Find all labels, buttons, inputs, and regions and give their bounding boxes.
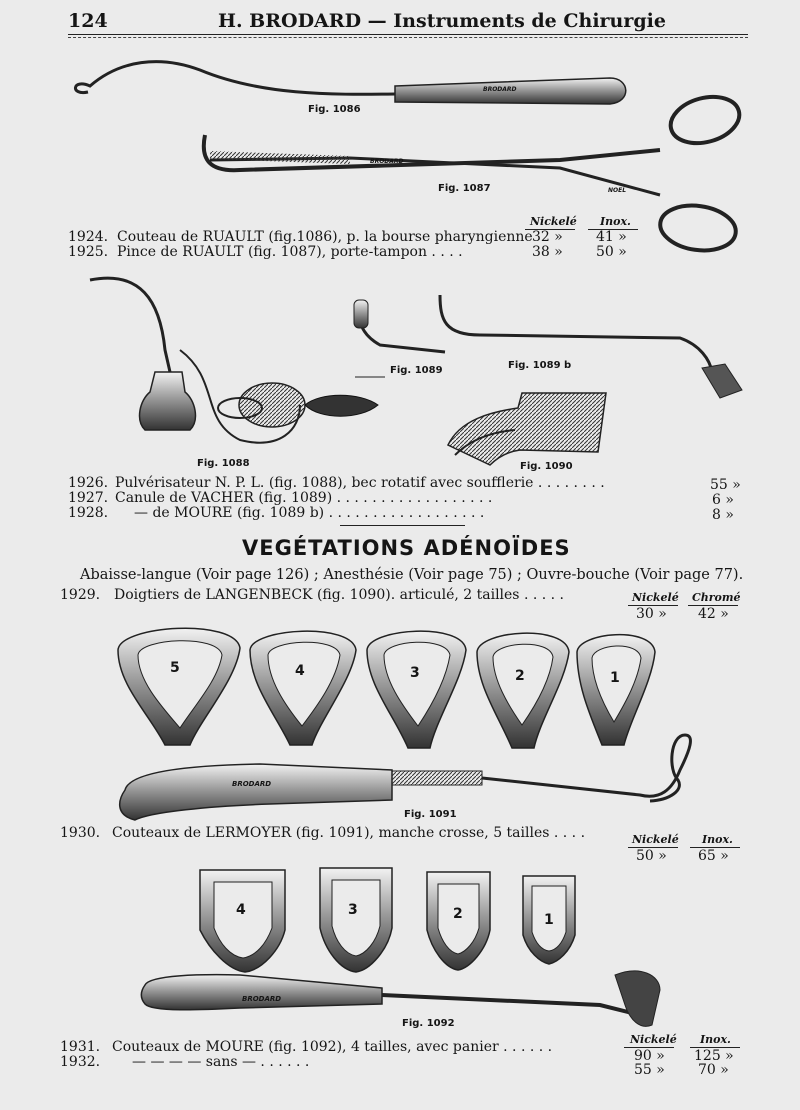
caption-fig-1089b: Fig. 1089 b <box>508 360 572 371</box>
item-text: — de MOURE (fig. 1089 b) . . . . . . . . . . . . . . . . . . <box>134 505 485 521</box>
engraving-brodard-1087: BRODARD <box>370 158 404 165</box>
item-number: 1926. <box>68 475 109 491</box>
col-header-nickele-3: Nickelé <box>632 591 679 604</box>
ring-number-2: 2 <box>515 668 525 684</box>
price-nickele: 50 » <box>636 848 667 864</box>
page-number: 124 <box>68 10 108 32</box>
price-inox: 65 » <box>698 848 729 864</box>
caption-fig-1089: Fig. 1089 <box>390 365 443 376</box>
price: 55 » <box>710 477 741 493</box>
price: 8 » <box>712 507 734 523</box>
col-header-nickele-5: Nickelé <box>630 1033 677 1046</box>
price-inox: 125 » <box>694 1048 734 1064</box>
item-number: 1927. <box>68 490 109 506</box>
price-inox: 70 » <box>698 1062 729 1078</box>
price-inox: 41 » <box>596 229 627 245</box>
item-text: Canule de VACHER (fig. 1089) . . . . . . . . . . . . . . . . . . <box>115 490 493 506</box>
fig-1089b-moure-cannula <box>440 295 742 398</box>
blade-number-3: 3 <box>348 902 358 918</box>
price-nickele: 32 » <box>532 229 563 245</box>
fig-1092-moure-knife <box>141 971 660 1026</box>
fig-1092-blades <box>200 868 575 972</box>
item-text: Couteau de RUAULT (fig.1086), p. la bourse pharyngienne <box>117 229 533 245</box>
engraving-noel-1087: NOEL <box>608 187 627 194</box>
item-text: Pince de RUAULT (fig. 1087), porte-tampon . . . . <box>117 244 463 260</box>
item-text: Doigtiers de LANGENBECK (fig. 1090). articulé, 2 tailles . . . . . <box>114 587 564 603</box>
ring-number-3: 3 <box>410 665 420 681</box>
item-text: Couteaux de MOURE (fig. 1092), 4 tailles, avec panier . . . . . . <box>112 1039 553 1055</box>
fig-1088-sprayer <box>90 278 378 443</box>
col-header-inox-1: Inox. <box>600 215 631 228</box>
fig-1090-rings <box>118 628 655 748</box>
fig-1086-ruault-knife <box>75 62 625 104</box>
price-nickele: 38 » <box>532 244 563 260</box>
ring-number-1: 1 <box>610 670 620 686</box>
col-header-inox-4: Inox. <box>702 833 733 846</box>
page-title: H. BRODARD — Instruments de Chirurgie <box>218 10 666 32</box>
ring-number-5: 5 <box>170 660 180 676</box>
item-text: Couteaux de LERMOYER (fig. 1091), manche crosse, 5 tailles . . . . <box>112 825 586 841</box>
caption-fig-1088: Fig. 1088 <box>197 458 250 469</box>
col-header-chrome-3: Chromé <box>692 591 741 604</box>
price-chrome: 42 » <box>698 606 729 622</box>
engraving-brodard-1091: BRODARD <box>232 780 272 788</box>
col-header-inox-5: Inox. <box>700 1033 731 1046</box>
price-inox: 50 » <box>596 244 627 260</box>
blade-number-1: 1 <box>544 912 554 928</box>
fig-1091-lermoyer-knife <box>120 735 691 820</box>
caption-fig-1091: Fig. 1091 <box>404 809 457 820</box>
col-header-nickele-4: Nickelé <box>632 833 679 846</box>
item-number: 1930. <box>60 825 101 841</box>
price: 6 » <box>712 492 734 508</box>
engraving-brodard-1086: BRODARD <box>483 86 517 93</box>
fig-1090-finger-guard <box>448 393 606 465</box>
price-nickele: 30 » <box>636 606 667 622</box>
col-header-nickele-1: Nickelé <box>530 215 577 228</box>
caption-fig-1086: Fig. 1086 <box>308 104 361 115</box>
item-number: 1925. <box>68 244 109 260</box>
item-text: Pulvérisateur N. P. L. (fig. 1088), bec rotatif avec soufflerie . . . . . . . . <box>115 475 605 491</box>
blade-number-2: 2 <box>453 906 463 922</box>
section-subtitle: Abaisse-langue (Voir page 126) ; Anesthésie (Voir page 75) ; Ouvre-bouche (Voir page 77). <box>80 567 744 583</box>
caption-fig-1087: Fig. 1087 <box>438 183 491 194</box>
engraving-brodard-1092: BRODARD <box>242 995 282 1003</box>
price-nickele: 55 » <box>634 1062 665 1078</box>
ring-number-4: 4 <box>295 663 305 679</box>
section-divider <box>340 525 465 526</box>
price-nickele: 90 » <box>634 1048 665 1064</box>
item-number: 1924. <box>68 229 109 245</box>
caption-fig-1092: Fig. 1092 <box>402 1018 455 1029</box>
item-text: — — — — sans — . . . . . . <box>132 1054 310 1070</box>
caption-fig-1090: Fig. 1090 <box>520 461 573 472</box>
item-number: 1931. <box>60 1039 101 1055</box>
blade-number-4: 4 <box>236 902 246 918</box>
item-number: 1928. <box>68 505 109 521</box>
section-title: VEGÉTATIONS ADÉNOÏDES <box>242 536 571 560</box>
item-number: 1932. <box>60 1054 101 1070</box>
item-number: 1929. <box>60 587 101 603</box>
